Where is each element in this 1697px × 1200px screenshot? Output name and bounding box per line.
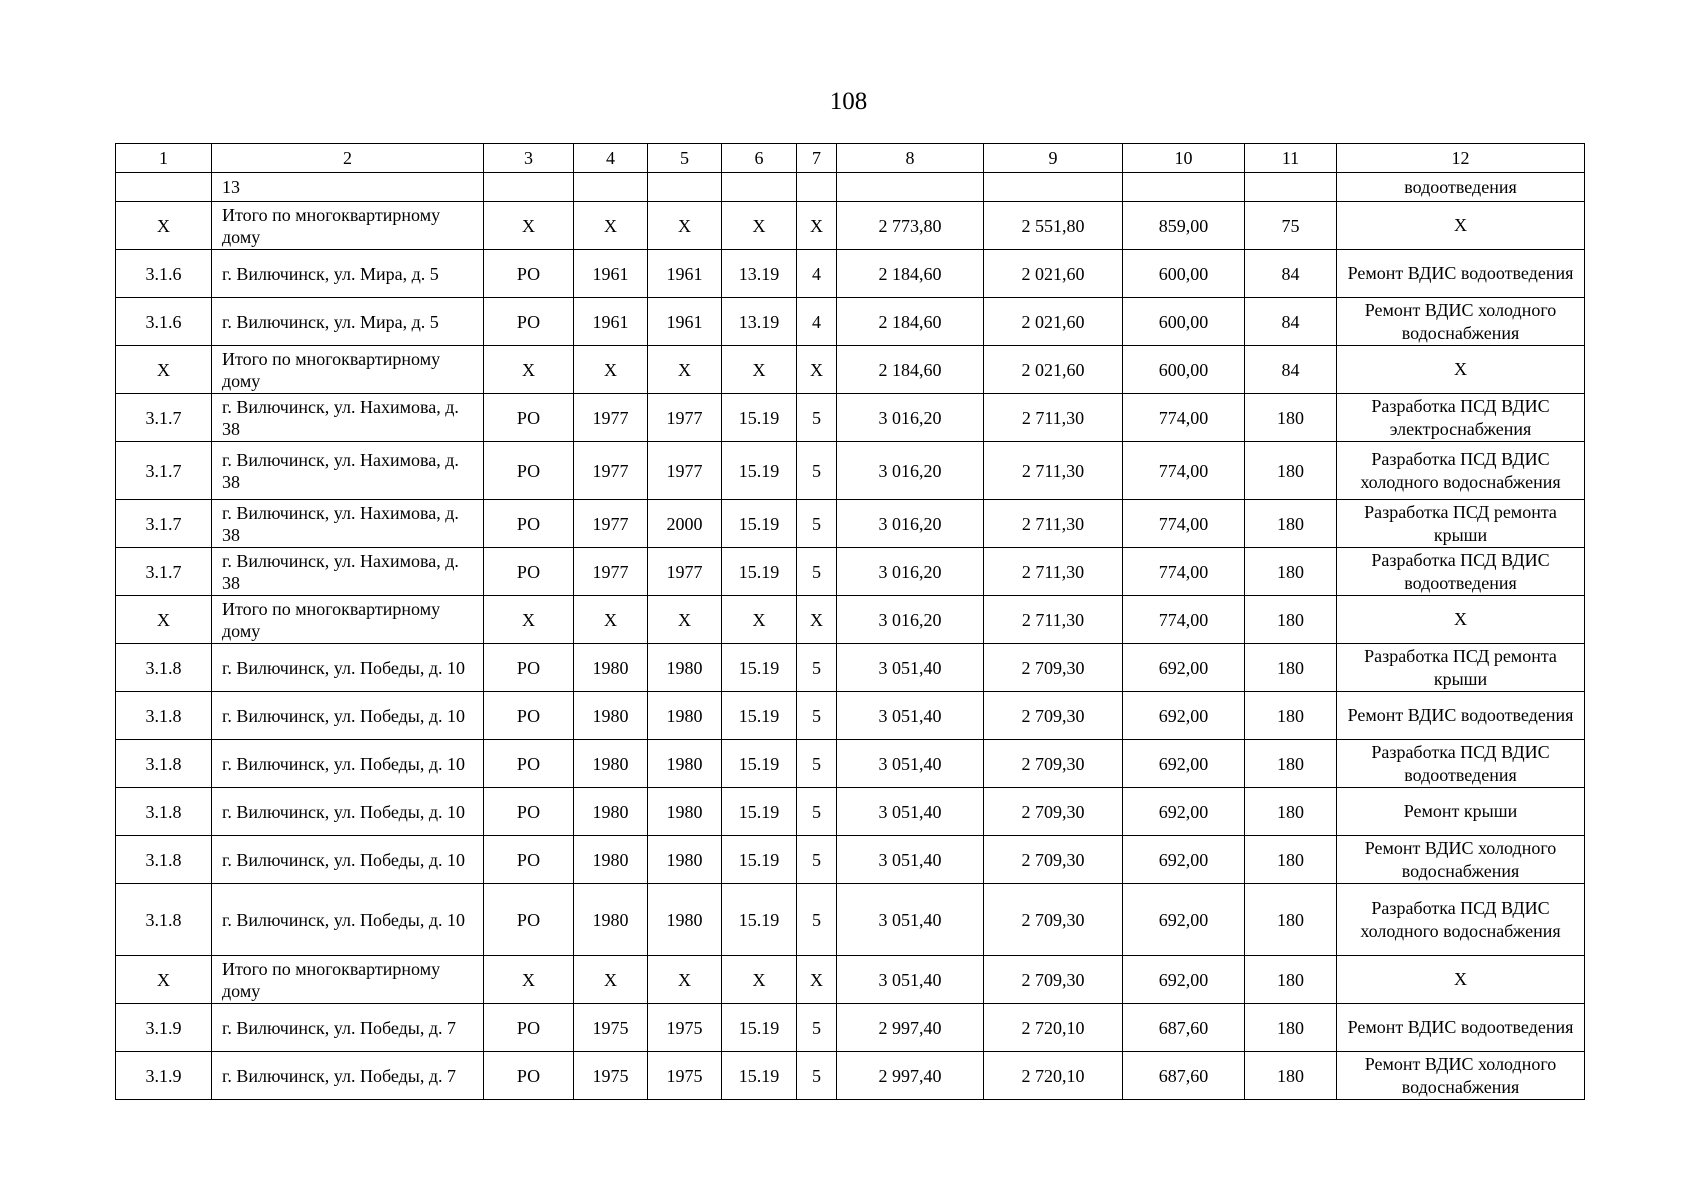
col9-cell: 2 709,30 — [984, 884, 1123, 956]
col3-cell: X — [484, 596, 574, 644]
item-number-cell: X — [116, 346, 212, 394]
col10-cell: 692,00 — [1123, 644, 1245, 692]
col5-cell: 1980 — [648, 788, 722, 836]
col4-cell: X — [574, 596, 648, 644]
col10-cell — [1123, 173, 1245, 202]
col8-cell: 3 051,40 — [837, 788, 984, 836]
col8-cell: 3 051,40 — [837, 740, 984, 788]
work-type-cell: Ремонт ВДИС холодного водоснабжения — [1337, 298, 1585, 346]
col9-cell: 2 709,30 — [984, 788, 1123, 836]
col5-cell — [648, 173, 722, 202]
item-number-cell: 3.1.8 — [116, 644, 212, 692]
col9-cell: 2 021,60 — [984, 250, 1123, 298]
col5-cell: 1961 — [648, 250, 722, 298]
address-cell: 13 — [212, 173, 484, 202]
col5-cell: X — [648, 202, 722, 250]
table-row — [116, 644, 1585, 692]
address-cell: Итого по многоквартирному дому — [212, 346, 484, 394]
address-cell: г. Вилючинск, ул. Мира, д. 5 — [212, 250, 484, 298]
table-row — [116, 202, 1585, 250]
col9-cell: 2 709,30 — [984, 644, 1123, 692]
item-number-cell: 3.1.8 — [116, 836, 212, 884]
col7-cell: 5 — [797, 740, 837, 788]
col6-cell: X — [722, 202, 797, 250]
col11-cell: 180 — [1245, 836, 1337, 884]
col11-cell: 84 — [1245, 298, 1337, 346]
col10-cell: 774,00 — [1123, 442, 1245, 500]
table-row — [116, 442, 1585, 500]
col7-cell: 5 — [797, 1052, 837, 1100]
col3-cell: X — [484, 202, 574, 250]
work-type-cell: X — [1337, 346, 1585, 394]
col11-cell: 180 — [1245, 1052, 1337, 1100]
col10-cell: 774,00 — [1123, 394, 1245, 442]
col4-cell: 1980 — [574, 740, 648, 788]
col8-cell: 2 997,40 — [837, 1052, 984, 1100]
col5-cell: 1977 — [648, 442, 722, 500]
col6-cell: X — [722, 956, 797, 1004]
col11-cell: 75 — [1245, 202, 1337, 250]
col11-cell: 180 — [1245, 394, 1337, 442]
work-type-cell: Разработка ПСД ВДИС водоотведения — [1337, 740, 1585, 788]
header-cell: 12 — [1337, 144, 1585, 173]
col8-cell: 3 051,40 — [837, 692, 984, 740]
page-number: 108 — [829, 88, 868, 115]
address-cell: г. Вилючинск, ул. Нахимова, д. 38 — [212, 500, 484, 548]
col6-cell: 15.19 — [722, 548, 797, 596]
col10-cell: 600,00 — [1123, 250, 1245, 298]
header-cell: 2 — [212, 144, 484, 173]
col3-cell: РО — [484, 836, 574, 884]
col7-cell: 5 — [797, 884, 837, 956]
col11-cell — [1245, 173, 1337, 202]
col5-cell: 1977 — [648, 394, 722, 442]
col9-cell — [984, 173, 1123, 202]
col9-cell: 2 720,10 — [984, 1052, 1123, 1100]
col10-cell: 692,00 — [1123, 884, 1245, 956]
col3-cell: X — [484, 346, 574, 394]
col6-cell: 15.19 — [722, 394, 797, 442]
item-number-cell: 3.1.9 — [116, 1004, 212, 1052]
work-type-cell: Ремонт крыши — [1337, 788, 1585, 836]
col5-cell: 1961 — [648, 298, 722, 346]
col8-cell: 3 051,40 — [837, 884, 984, 956]
col4-cell: 1961 — [574, 250, 648, 298]
col11-cell: 180 — [1245, 644, 1337, 692]
address-cell: г. Вилючинск, ул. Победы, д. 7 — [212, 1052, 484, 1100]
col3-cell: РО — [484, 394, 574, 442]
col10-cell: 687,60 — [1123, 1004, 1245, 1052]
col10-cell: 774,00 — [1123, 596, 1245, 644]
header-row — [116, 144, 1585, 173]
col7-cell: 5 — [797, 644, 837, 692]
col7-cell: 5 — [797, 836, 837, 884]
col11-cell: 180 — [1245, 740, 1337, 788]
col9-cell: 2 709,30 — [984, 692, 1123, 740]
table-row — [116, 250, 1585, 298]
col9-cell: 2 711,30 — [984, 548, 1123, 596]
header-cell: 5 — [648, 144, 722, 173]
col3-cell: РО — [484, 740, 574, 788]
col8-cell: 3 016,20 — [837, 394, 984, 442]
address-cell: г. Вилючинск, ул. Нахимова, д. 38 — [212, 548, 484, 596]
col4-cell: X — [574, 956, 648, 1004]
header-cell: 7 — [797, 144, 837, 173]
item-number-cell: 3.1.8 — [116, 692, 212, 740]
item-number-cell: X — [116, 956, 212, 1004]
col5-cell: 1975 — [648, 1052, 722, 1100]
col4-cell: 1977 — [574, 500, 648, 548]
col3-cell: РО — [484, 884, 574, 956]
work-type-cell: Разработка ПСД ВДИС электроснабжения — [1337, 394, 1585, 442]
header-cell: 1 — [116, 144, 212, 173]
work-type-cell: водоотведения — [1337, 173, 1585, 202]
work-type-cell: Разработка ПСД ВДИС водоотведения — [1337, 548, 1585, 596]
col8-cell — [837, 173, 984, 202]
col4-cell: 1980 — [574, 884, 648, 956]
col3-cell: РО — [484, 1004, 574, 1052]
col9-cell: 2 709,30 — [984, 836, 1123, 884]
item-number-cell: 3.1.8 — [116, 788, 212, 836]
col9-cell: 2 711,30 — [984, 394, 1123, 442]
col11-cell: 180 — [1245, 956, 1337, 1004]
col11-cell: 84 — [1245, 250, 1337, 298]
header-cell: 3 — [484, 144, 574, 173]
col6-cell: 15.19 — [722, 692, 797, 740]
col8-cell: 3 051,40 — [837, 836, 984, 884]
col11-cell: 180 — [1245, 884, 1337, 956]
col11-cell: 180 — [1245, 548, 1337, 596]
col7-cell: X — [797, 956, 837, 1004]
col7-cell: 4 — [797, 250, 837, 298]
item-number-cell: 3.1.6 — [116, 298, 212, 346]
col9-cell: 2 709,30 — [984, 956, 1123, 1004]
col4-cell: 1975 — [574, 1004, 648, 1052]
col10-cell: 600,00 — [1123, 298, 1245, 346]
col5-cell: 1975 — [648, 1004, 722, 1052]
col5-cell: X — [648, 346, 722, 394]
col3-cell: РО — [484, 692, 574, 740]
col5-cell: 1977 — [648, 548, 722, 596]
table-row — [116, 500, 1585, 548]
col3-cell: РО — [484, 442, 574, 500]
address-cell: г. Вилючинск, ул. Нахимова, д. 38 — [212, 442, 484, 500]
col6-cell: X — [722, 596, 797, 644]
address-cell: Итого по многоквартирному дому — [212, 596, 484, 644]
work-type-cell: Ремонт ВДИС водоотведения — [1337, 250, 1585, 298]
work-type-cell: Разработка ПСД ВДИС холодного водоснабжения — [1337, 442, 1585, 500]
col4-cell: 1977 — [574, 442, 648, 500]
col8-cell: 3 016,20 — [837, 500, 984, 548]
col7-cell: 5 — [797, 788, 837, 836]
col6-cell: 15.19 — [722, 644, 797, 692]
table-row — [116, 346, 1585, 394]
item-number-cell: X — [116, 202, 212, 250]
col10-cell: 600,00 — [1123, 346, 1245, 394]
col11-cell: 84 — [1245, 346, 1337, 394]
col10-cell: 692,00 — [1123, 836, 1245, 884]
col5-cell: X — [648, 596, 722, 644]
col4-cell: 1975 — [574, 1052, 648, 1100]
col11-cell: 180 — [1245, 1004, 1337, 1052]
address-cell: г. Вилючинск, ул. Победы, д. 10 — [212, 788, 484, 836]
col4-cell — [574, 173, 648, 202]
address-cell: г. Вилючинск, ул. Мира, д. 5 — [212, 298, 484, 346]
col10-cell: 692,00 — [1123, 956, 1245, 1004]
col3-cell: РО — [484, 644, 574, 692]
table-row — [116, 596, 1585, 644]
col9-cell: 2 711,30 — [984, 500, 1123, 548]
item-number-cell: 3.1.7 — [116, 548, 212, 596]
col5-cell: 1980 — [648, 740, 722, 788]
table-row — [116, 548, 1585, 596]
col5-cell: 1980 — [648, 884, 722, 956]
header-cell: 6 — [722, 144, 797, 173]
item-number-cell: 3.1.8 — [116, 884, 212, 956]
col4-cell: X — [574, 202, 648, 250]
col3-cell: РО — [484, 1052, 574, 1100]
header-cell: 11 — [1245, 144, 1337, 173]
item-number-cell: 3.1.6 — [116, 250, 212, 298]
col5-cell: 1980 — [648, 644, 722, 692]
col6-cell: 15.19 — [722, 1004, 797, 1052]
col10-cell: 692,00 — [1123, 788, 1245, 836]
col4-cell: 1961 — [574, 298, 648, 346]
col10-cell: 774,00 — [1123, 500, 1245, 548]
table-row — [116, 788, 1585, 836]
col11-cell: 180 — [1245, 500, 1337, 548]
col8-cell: 2 184,60 — [837, 298, 984, 346]
col4-cell: 1977 — [574, 548, 648, 596]
col7-cell: 5 — [797, 1004, 837, 1052]
data-table — [115, 143, 1585, 1100]
col10-cell: 774,00 — [1123, 548, 1245, 596]
header-cell: 10 — [1123, 144, 1245, 173]
col8-cell: 3 016,20 — [837, 596, 984, 644]
col4-cell: 1980 — [574, 788, 648, 836]
table-row — [116, 884, 1585, 956]
col7-cell: 5 — [797, 692, 837, 740]
col6-cell: X — [722, 346, 797, 394]
col7-cell: X — [797, 202, 837, 250]
col3-cell: РО — [484, 500, 574, 548]
col4-cell: 1977 — [574, 394, 648, 442]
item-number-cell: 3.1.8 — [116, 740, 212, 788]
col4-cell: 1980 — [574, 836, 648, 884]
address-cell: г. Вилючинск, ул. Победы, д. 10 — [212, 740, 484, 788]
col8-cell: 2 184,60 — [837, 346, 984, 394]
col8-cell: 2 773,80 — [837, 202, 984, 250]
col8-cell: 2 184,60 — [837, 250, 984, 298]
col7-cell: 5 — [797, 394, 837, 442]
col9-cell: 2 021,60 — [984, 346, 1123, 394]
col9-cell: 2 021,60 — [984, 298, 1123, 346]
col3-cell: РО — [484, 250, 574, 298]
table-row — [116, 836, 1585, 884]
address-cell: г. Вилючинск, ул. Победы, д. 10 — [212, 644, 484, 692]
col10-cell: 687,60 — [1123, 1052, 1245, 1100]
col7-cell: X — [797, 596, 837, 644]
col11-cell: 180 — [1245, 442, 1337, 500]
col3-cell: РО — [484, 788, 574, 836]
work-type-cell: X — [1337, 202, 1585, 250]
col6-cell: 15.19 — [722, 836, 797, 884]
address-cell: г. Вилючинск, ул. Победы, д. 10 — [212, 836, 484, 884]
work-type-cell: X — [1337, 956, 1585, 1004]
work-type-cell: Разработка ПСД ремонта крыши — [1337, 644, 1585, 692]
col10-cell: 692,00 — [1123, 740, 1245, 788]
col10-cell: 859,00 — [1123, 202, 1245, 250]
col9-cell: 2 711,30 — [984, 442, 1123, 500]
col11-cell: 180 — [1245, 788, 1337, 836]
col6-cell: 15.19 — [722, 442, 797, 500]
col6-cell: 15.19 — [722, 884, 797, 956]
col7-cell — [797, 173, 837, 202]
item-number-cell — [116, 173, 212, 202]
col6-cell: 15.19 — [722, 1052, 797, 1100]
item-number-cell: 3.1.7 — [116, 500, 212, 548]
col11-cell: 180 — [1245, 692, 1337, 740]
col7-cell: 5 — [797, 442, 837, 500]
address-cell: г. Вилючинск, ул. Победы, д. 7 — [212, 1004, 484, 1052]
col4-cell: 1980 — [574, 692, 648, 740]
col5-cell: 2000 — [648, 500, 722, 548]
item-number-cell: 3.1.7 — [116, 442, 212, 500]
table-row — [116, 173, 1585, 202]
table-row — [116, 394, 1585, 442]
col4-cell: X — [574, 346, 648, 394]
header-cell: 4 — [574, 144, 648, 173]
col6-cell: 15.19 — [722, 500, 797, 548]
col8-cell: 3 016,20 — [837, 548, 984, 596]
table-row — [116, 1052, 1585, 1100]
col3-cell: РО — [484, 548, 574, 596]
col9-cell: 2 551,80 — [984, 202, 1123, 250]
work-type-cell: Разработка ПСД ремонта крыши — [1337, 500, 1585, 548]
work-type-cell: Ремонт ВДИС холодного водоснабжения — [1337, 1052, 1585, 1100]
col8-cell: 3 016,20 — [837, 442, 984, 500]
col6-cell: 13.19 — [722, 250, 797, 298]
table-row — [116, 298, 1585, 346]
work-type-cell: Ремонт ВДИС водоотведения — [1337, 692, 1585, 740]
header-cell: 9 — [984, 144, 1123, 173]
col8-cell: 3 051,40 — [837, 644, 984, 692]
col6-cell: 15.19 — [722, 788, 797, 836]
col6-cell — [722, 173, 797, 202]
col8-cell: 2 997,40 — [837, 1004, 984, 1052]
work-type-cell: X — [1337, 596, 1585, 644]
table-body — [116, 144, 1585, 1100]
address-cell: г. Вилючинск, ул. Победы, д. 10 — [212, 884, 484, 956]
col3-cell: X — [484, 956, 574, 1004]
col9-cell: 2 711,30 — [984, 596, 1123, 644]
address-cell: г. Вилючинск, ул. Нахимова, д. 38 — [212, 394, 484, 442]
col10-cell: 692,00 — [1123, 692, 1245, 740]
col6-cell: 13.19 — [722, 298, 797, 346]
table-row — [116, 692, 1585, 740]
item-number-cell: 3.1.7 — [116, 394, 212, 442]
address-cell: Итого по многоквартирному дому — [212, 202, 484, 250]
item-number-cell: 3.1.9 — [116, 1052, 212, 1100]
col3-cell — [484, 173, 574, 202]
work-type-cell: Разработка ПСД ВДИС холодного водоснабжения — [1337, 884, 1585, 956]
col3-cell: РО — [484, 298, 574, 346]
col7-cell: 4 — [797, 298, 837, 346]
col11-cell: 180 — [1245, 596, 1337, 644]
address-cell: Итого по многоквартирному дому — [212, 956, 484, 1004]
col5-cell: 1980 — [648, 692, 722, 740]
col4-cell: 1980 — [574, 644, 648, 692]
work-type-cell: Ремонт ВДИС холодного водоснабжения — [1337, 836, 1585, 884]
col8-cell: 3 051,40 — [837, 956, 984, 1004]
col6-cell: 15.19 — [722, 740, 797, 788]
table-row — [116, 956, 1585, 1004]
col7-cell: 5 — [797, 500, 837, 548]
work-type-cell: Ремонт ВДИС водоотведения — [1337, 1004, 1585, 1052]
col5-cell: 1980 — [648, 836, 722, 884]
table-row — [116, 740, 1585, 788]
address-cell: г. Вилючинск, ул. Победы, д. 10 — [212, 692, 484, 740]
col7-cell: X — [797, 346, 837, 394]
col9-cell: 2 709,30 — [984, 740, 1123, 788]
col5-cell: X — [648, 956, 722, 1004]
header-cell: 8 — [837, 144, 984, 173]
col9-cell: 2 720,10 — [984, 1004, 1123, 1052]
table-row — [116, 1004, 1585, 1052]
item-number-cell: X — [116, 596, 212, 644]
col7-cell: 5 — [797, 548, 837, 596]
